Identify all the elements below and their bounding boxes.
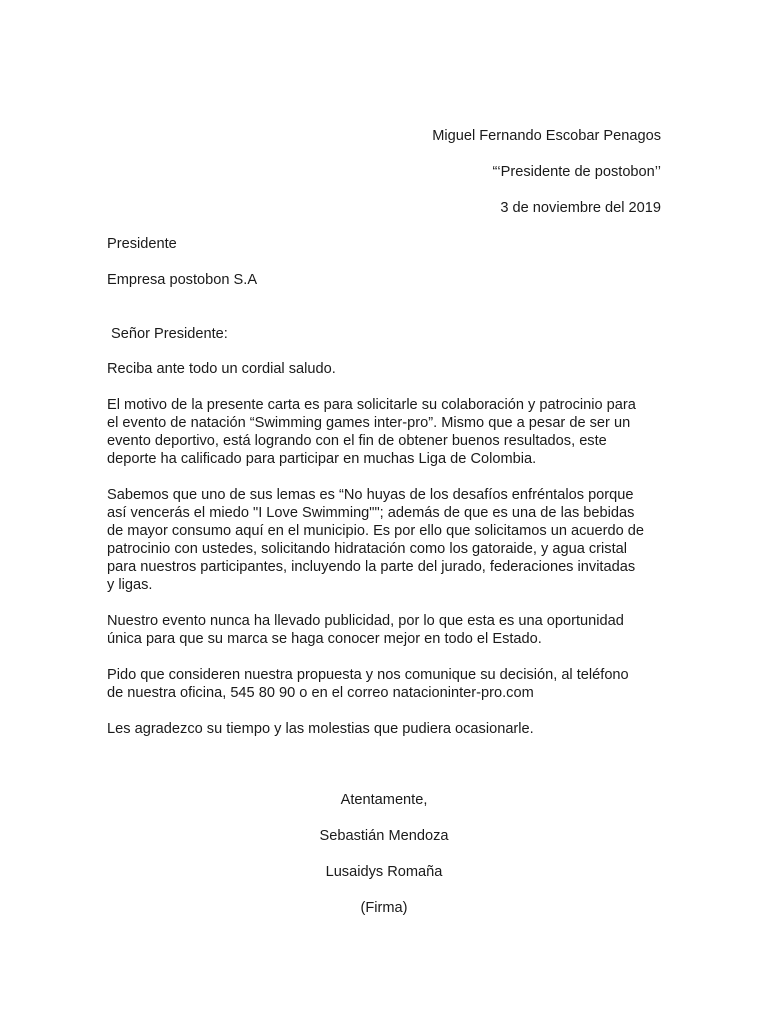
signature-placeholder: (Firma) bbox=[360, 900, 408, 916]
paragraph-line: el evento de natación “Swimming games inter-pro”. Mismo que a pesar de ser un bbox=[107, 415, 631, 431]
signer-name-2: Lusaidys Romaña bbox=[325, 864, 443, 880]
paragraph-line: de nuestra oficina, 545 80 90 o en el correo natacioninter-pro.com bbox=[107, 685, 534, 701]
paragraph-line: El motivo de la presente carta es para solicitarle su colaboración y patrocinio para bbox=[107, 397, 636, 413]
paragraph-line: patrocinio con ustedes, solicitando hidratación como los gatoraide, y agua cristal bbox=[107, 541, 627, 557]
paragraph-line: Les agradezco su tiempo y las molestias que pudiera ocasionarle. bbox=[107, 721, 534, 737]
paragraph-line: de mayor consumo aquí en el municipio. Es por ello que solicitamos un acuerdo de bbox=[107, 523, 645, 539]
paragraph-line: así vencerás el miedo "I Love Swimming""; además de que es una de las bebidas bbox=[107, 505, 635, 521]
greeting: Reciba ante todo un cordial saludo. bbox=[107, 361, 336, 377]
signer-name-1: Sebastián Mendoza bbox=[319, 828, 449, 844]
paragraph-purpose bbox=[107, 396, 667, 468]
paragraph-thanks bbox=[107, 720, 667, 738]
paragraph-line: Pido que consideren nuestra propuesta y nos comunique su decisión, al teléfono bbox=[107, 667, 629, 683]
paragraph-line: evento deportivo, está logrando con el fin de obtener buenos resultados, este bbox=[107, 433, 607, 449]
valediction: Atentamente, bbox=[340, 792, 428, 808]
paragraph-opportunity bbox=[107, 612, 667, 648]
paragraph-line: Sabemos que uno de sus lemas es “No huyas de los desafíos enfréntalos porque bbox=[107, 487, 634, 503]
letter-date: 3 de noviembre del 2019 bbox=[500, 200, 661, 216]
paragraph-line: para nuestros participantes, incluyendo la parte del jurado, federaciones invitadas bbox=[107, 559, 636, 575]
recipient-company: Empresa postobon S.A bbox=[107, 272, 258, 288]
paragraph-line: Nuestro evento nunca ha llevado publicidad, por lo que esta es una oportunidad bbox=[107, 613, 624, 629]
paragraph-request bbox=[107, 486, 667, 594]
paragraph-contact bbox=[107, 666, 667, 702]
paragraph-line: única para que su marca se haga conocer mejor en todo el Estado. bbox=[107, 631, 542, 647]
recipient-title: Presidente bbox=[107, 236, 177, 252]
paragraph-line: y ligas. bbox=[107, 577, 153, 593]
sender-title: “‘Presidente de postobon’’ bbox=[492, 164, 661, 180]
sender-name: Miguel Fernando Escobar Penagos bbox=[432, 128, 661, 144]
paragraph-line: deporte ha calificado para participar en muchas Liga de Colombia. bbox=[107, 451, 537, 467]
salutation: Señor Presidente: bbox=[111, 326, 228, 342]
